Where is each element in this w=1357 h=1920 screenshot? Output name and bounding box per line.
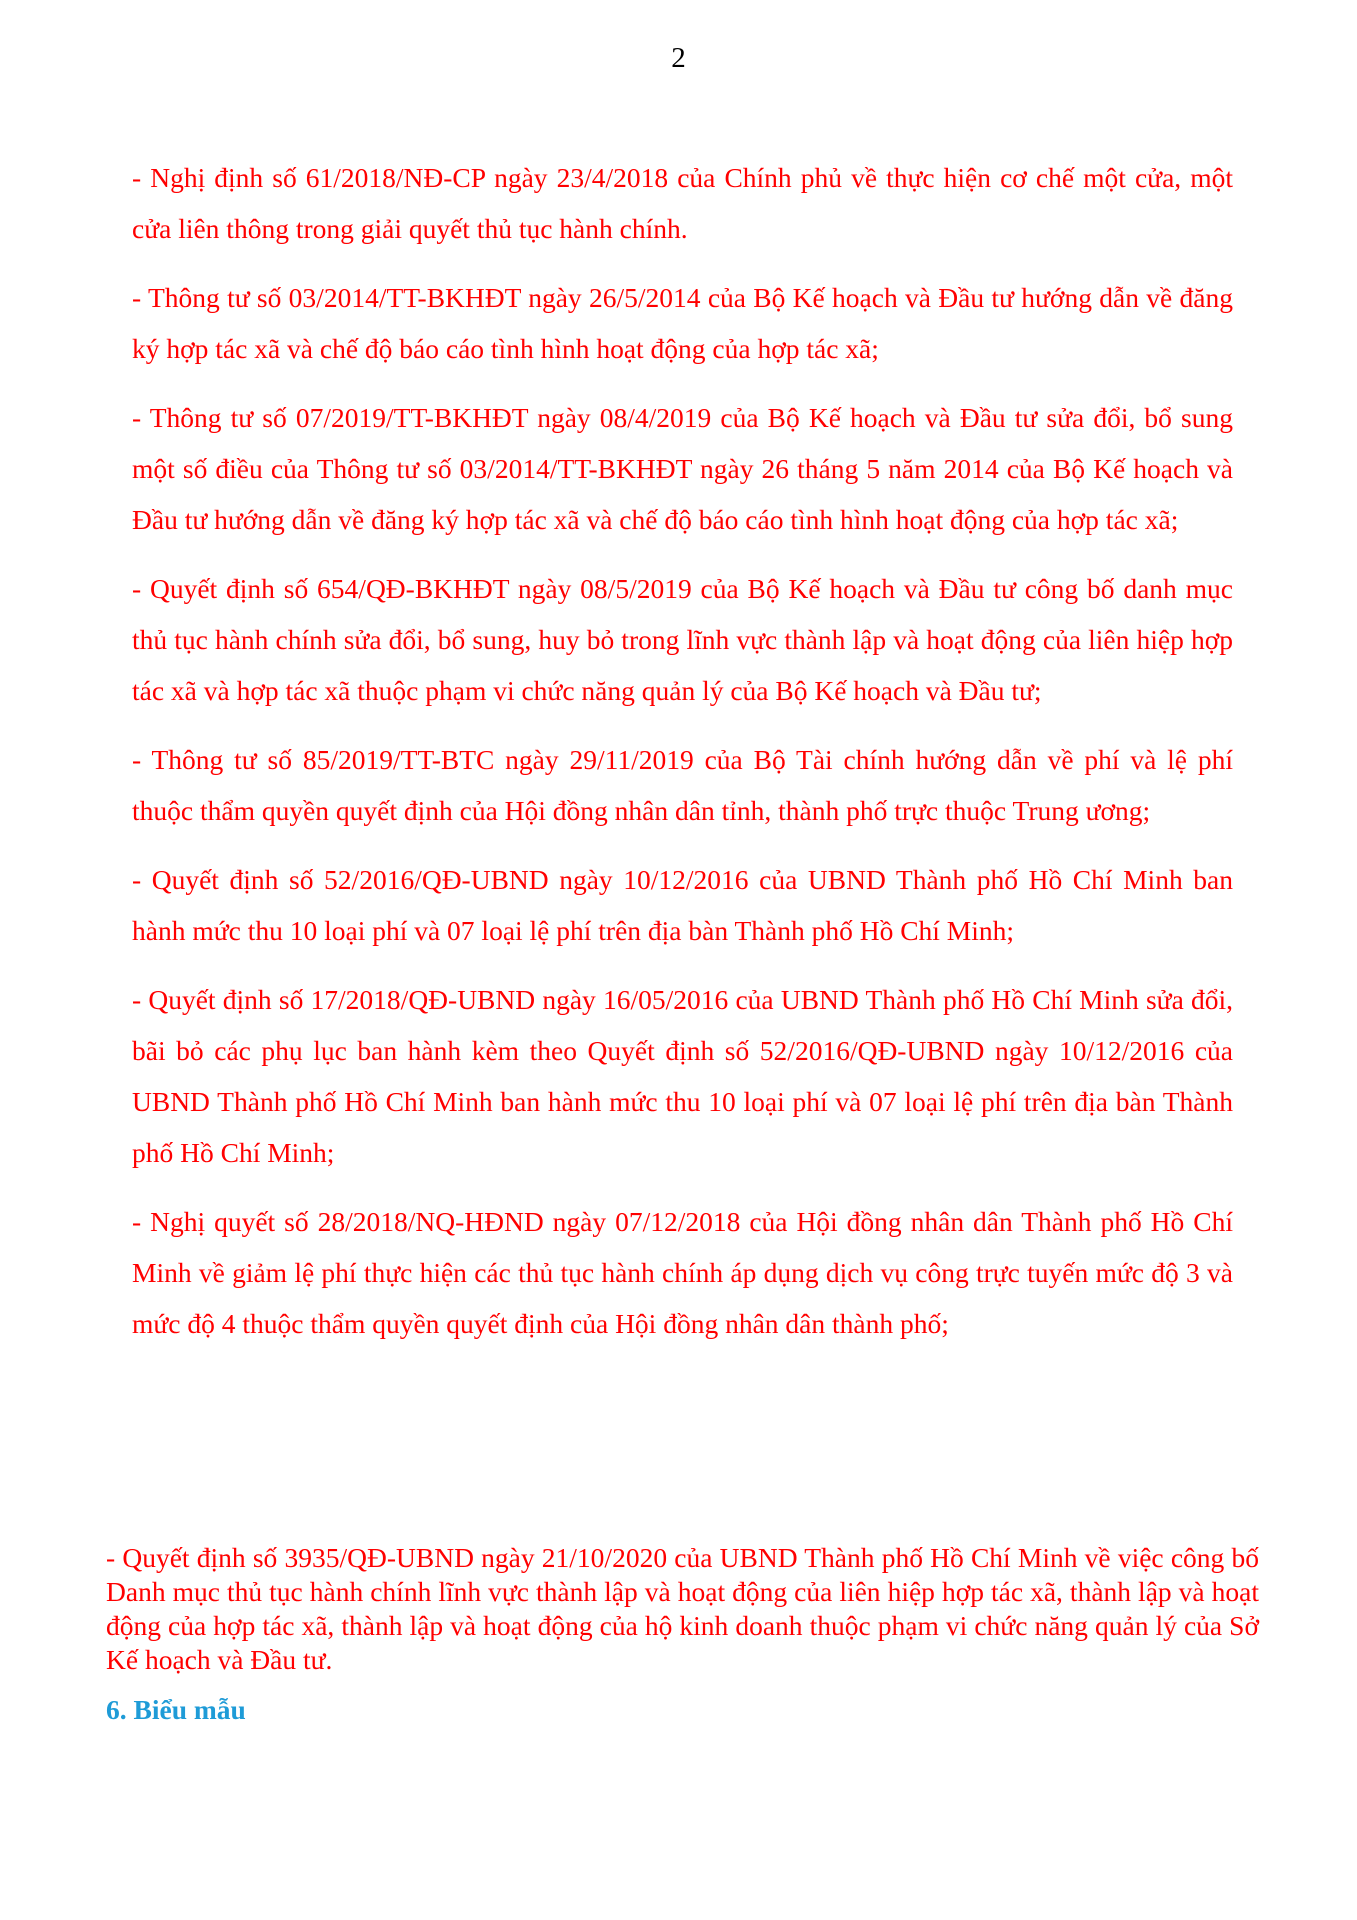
legal-reference-item: - Thông tư số 07/2019/TT-BKHĐT ngày 08/4/2019 của Bộ Kế hoạch và Đầu tư sửa đổi, bổ sung một số điều của Thông tư số 03/2014/TT-BKHĐT ngày 26 tháng 5 năm 2014 của Bộ Kế hoạch và Đầu tư hướng dẫn về đăng ký hợp tác xã và chế độ báo cáo tình hình hoạt động của hợp tác xã; <box>132 402 1233 535</box>
legal-reference-item: - Thông tư số 03/2014/TT-BKHĐT ngày 26/5/2014 của Bộ Kế hoạch và Đầu tư hướng dẫn về đăng ký hợp tác xã và chế độ báo cáo tình hình hoạt động của hợp tác xã; <box>132 282 1233 364</box>
final-legal-reference: - Quyết định số 3935/QĐ-UBND ngày 21/10/2020 của UBND Thành phố Hồ Chí Minh về việc công bố Danh mục thủ tục hành chính lĩnh vực thành lập và hoạt động của liên hiệp hợp tác xã, thành lập và hoạt động của hợp tác xã, thành lập và hoạt động của hộ kinh doanh thuộc phạm vi chức năng quản lý của Sở Kế hoạch và Đầu tư. <box>106 1542 1259 1675</box>
legal-reference-item: - Quyết định số 17/2018/QĐ-UBND ngày 16/05/2016 của UBND Thành phố Hồ Chí Minh sửa đổi, bãi bỏ các phụ lục ban hành kèm theo Quyết định số 52/2016/QĐ-UBND ngày 10/12/2016 của UBND Thành phố Hồ Chí Minh ban hành mức thu 10 loại phí và 07 loại lệ phí trên địa bàn Thành phố Hồ Chí Minh; <box>132 984 1233 1168</box>
legal-reference-item: - Nghị quyết số 28/2018/NQ-HĐND ngày 07/12/2018 của Hội đồng nhân dân Thành phố Hồ Chí Minh về giảm lệ phí thực hiện các thủ tục hành chính áp dụng dịch vụ công trực tuyến mức độ 3 và mức độ 4 thuộc thẩm quyền quyết định của Hội đồng nhân dân thành phố; <box>132 1206 1233 1339</box>
legal-reference-item: - Thông tư số 85/2019/TT-BTC ngày 29/11/2019 của Bộ Tài chính hướng dẫn về phí và lệ phí thuộc thẩm quyền quyết định của Hội đồng nhân dân tỉnh, thành phố trực thuộc Trung ương; <box>132 744 1233 826</box>
legal-reference-item: - Quyết định số 52/2016/QĐ-UBND ngày 10/12/2016 của UBND Thành phố Hồ Chí Minh ban hành mức thu 10 loại phí và 07 loại lệ phí trên địa bàn Thành phố Hồ Chí Minh; <box>132 864 1233 946</box>
legal-reference-item: - Quyết định số 654/QĐ-BKHĐT ngày 08/5/2019 của Bộ Kế hoạch và Đầu tư công bố danh mục thủ tục hành chính sửa đổi, bổ sung, huy bỏ trong lĩnh vực thành lập và hoạt động của liên hiệp hợp tác xã và hợp tác xã thuộc phạm vi chức năng quản lý của Bộ Kế hoạch và Đầu tư; <box>132 573 1233 706</box>
legal-references-list <box>132 152 1233 1367</box>
section-heading-forms: 6. Biểu mẫu <box>106 1694 246 1725</box>
page-number: 2 <box>671 42 686 74</box>
legal-reference-item: - Nghị định số 61/2018/NĐ-CP ngày 23/4/2018 của Chính phủ về thực hiện cơ chế một cửa, một cửa liên thông trong giải quyết thủ tục hành chính. <box>132 162 1233 244</box>
